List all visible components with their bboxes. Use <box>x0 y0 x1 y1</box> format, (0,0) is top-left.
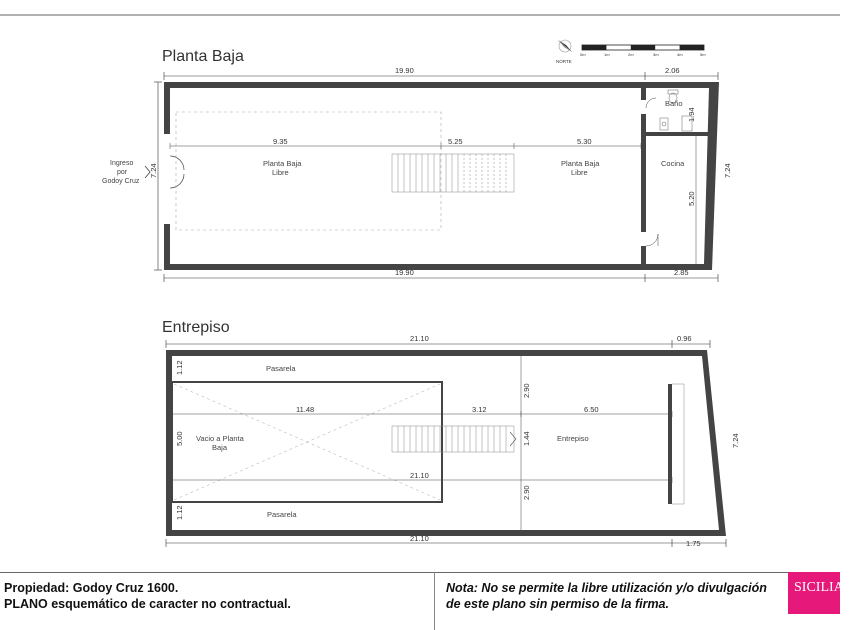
pb-span-dims <box>170 143 641 149</box>
ep-mid-bottom: 2.90 <box>522 485 531 500</box>
entry-label-line3: Godoy Cruz <box>102 178 140 185</box>
ep-pasarela-bottom-h: 1.12 <box>175 505 184 520</box>
pb-span-left: 9.35 <box>273 137 288 146</box>
ep-inner-dim: 21.10 <box>410 471 429 480</box>
ep-dim-bottom <box>166 539 726 547</box>
ep-pasarela-top-h: 1.12 <box>175 360 184 375</box>
pb-mezzanine-outline <box>176 112 441 230</box>
note-line-2: de este plano sin permiso de la firma. <box>446 597 669 611</box>
planta-baja-title: Planta Baja <box>162 48 244 65</box>
ep-stairs <box>392 426 514 452</box>
pb-dim-bottom-main: 19.90 <box>395 268 414 277</box>
pb-walls <box>164 82 719 270</box>
ep-dim-top <box>166 340 710 348</box>
ep-mid-mid: 1.44 <box>522 431 531 446</box>
pb-libre-right-1: Planta Baja <box>561 159 600 168</box>
entry-label-line1: Ingreso <box>110 160 134 167</box>
pb-dim-right-value: 7.24 <box>723 163 732 178</box>
pb-dim-bottom-right: 2.85 <box>674 268 689 277</box>
scale-tick: 5m <box>700 52 706 57</box>
ep-dim-bottom-main: 21.10 <box>410 534 429 543</box>
scale-tick: 3m <box>653 52 659 57</box>
ep-dim-top-right: 0.96 <box>677 334 692 343</box>
ep-dim-right-value: 7.24 <box>731 433 740 448</box>
property-line: Propiedad: Godoy Cruz 1600. <box>4 581 179 595</box>
plan-disclaimer-line: PLANO esquemático de caracter no contractual. <box>4 597 291 611</box>
pb-outer-wall <box>164 82 718 270</box>
ep-span-mid: 3.12 <box>472 405 487 414</box>
bano-height: 1.94 <box>687 107 696 122</box>
pb-entry-door <box>170 156 184 188</box>
footer-divider-top <box>0 572 840 573</box>
cocina-door-swing <box>646 234 658 246</box>
bano-label: Baño <box>665 99 683 108</box>
vacio-label-1: Vacio a Planta <box>196 434 244 443</box>
pb-libre-left-2: Libre <box>272 168 289 177</box>
north-label: NORTE <box>556 59 572 64</box>
pb-dim-top <box>164 72 718 80</box>
bano-cocina-wall <box>646 132 708 136</box>
pb-libre-left-1: Planta Baja <box>263 159 302 168</box>
sink-icon <box>660 118 668 130</box>
note-line-1: Nota: No se permite la libre utilización y/o divulgación <box>446 581 767 595</box>
entrepiso-title: Entrepiso <box>162 319 230 336</box>
cocina-height: 5.20 <box>687 191 696 206</box>
pb-dim-top-right: 2.06 <box>665 66 680 75</box>
scale-tick: 0m <box>580 52 586 57</box>
title-block <box>0 572 864 630</box>
pb-dim-left-value: 7.24 <box>149 163 158 178</box>
pb-dim-bottom <box>164 274 718 282</box>
ep-vacio-h: 5.00 <box>175 431 184 446</box>
scale-tick: 2m <box>628 52 634 57</box>
pb-stairs <box>392 154 514 192</box>
pb-span-right: 5.30 <box>577 137 592 146</box>
ep-railing <box>668 384 672 504</box>
cocina-label: Cocina <box>661 159 685 168</box>
footer-divider <box>434 572 435 630</box>
scale-tick: 4m <box>677 52 683 57</box>
entrepiso-label: Entrepiso <box>557 434 589 443</box>
ep-dim-top-main: 21.10 <box>410 334 429 343</box>
pb-span-mid: 5.25 <box>448 137 463 146</box>
ep-span-right: 6.50 <box>584 405 599 414</box>
ep-mid-top: 2.90 <box>522 383 531 398</box>
pb-libre-right-2: Libre <box>571 168 588 177</box>
stairs-chevron-icon <box>510 432 516 446</box>
scale-bar <box>580 45 706 57</box>
scale-tick: 1m <box>604 52 610 57</box>
pasarela-top-label: Pasarela <box>266 364 296 373</box>
ep-span-left: 11.48 <box>296 405 315 414</box>
ep-dim-bottom-right: 1.75 <box>686 539 701 548</box>
bano-door-swing <box>646 98 656 108</box>
vacio-label-2: Baja <box>212 443 228 452</box>
pb-dim-top-main: 19.90 <box>395 66 414 75</box>
entry-label-line2: por <box>117 169 128 176</box>
north-arrow-icon <box>556 40 572 64</box>
brand-logo: SICILIANO <box>788 572 840 614</box>
pasarela-bottom-label: Pasarela <box>267 510 297 519</box>
copyright-note <box>446 580 767 612</box>
property-info <box>4 580 291 612</box>
